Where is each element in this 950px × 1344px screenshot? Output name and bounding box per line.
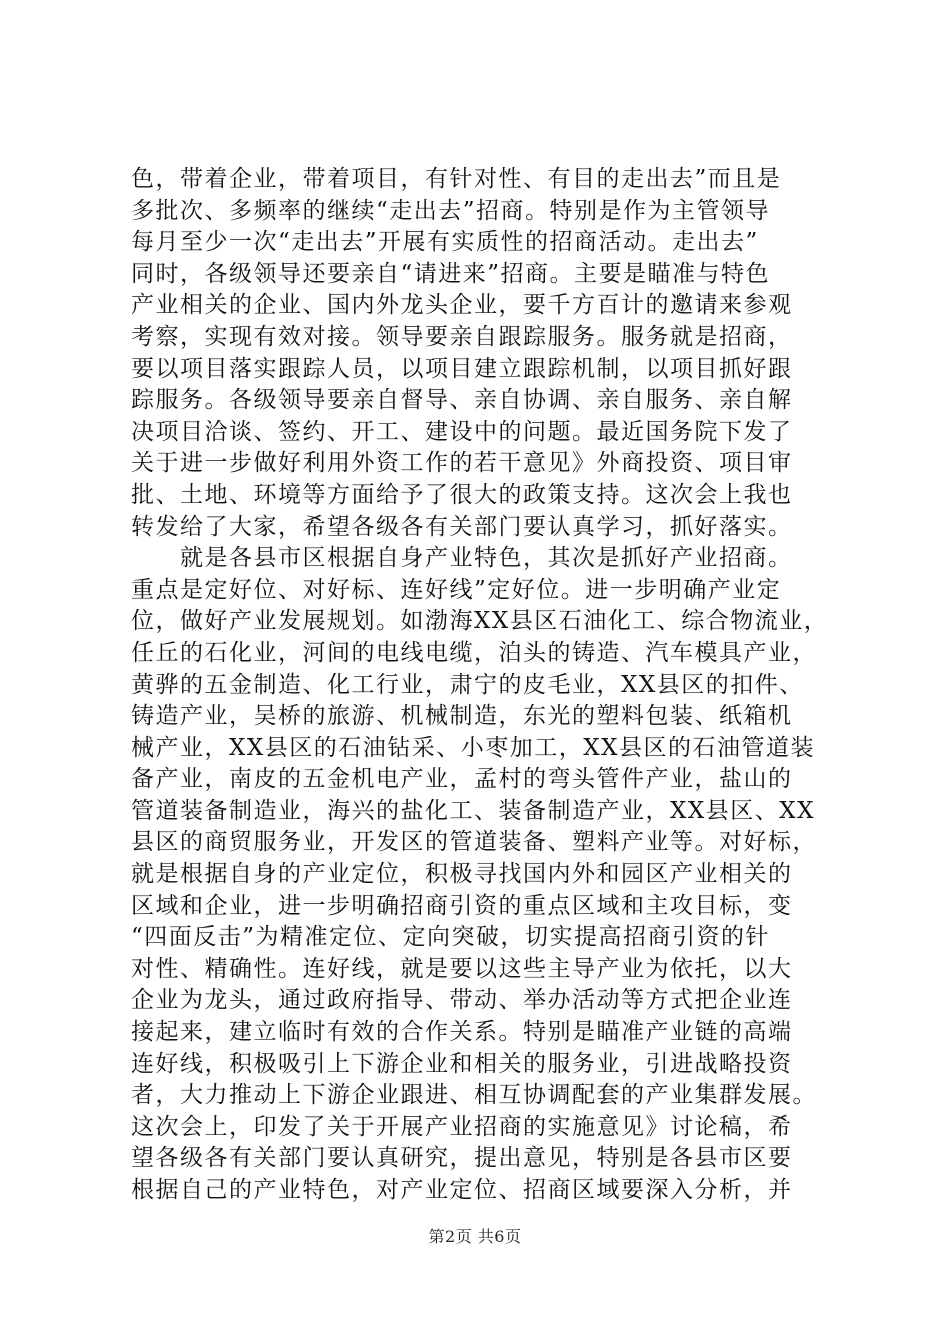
text-line: 接起来，建立临时有效的合作关系。特别是瞄准产业链的高端 [131,1019,793,1046]
text-line: “四面反击”为精准定位、定向突破，切实提高招商引资的针 [131,924,771,951]
text-line: 踪服务。各级领导要亲自督导、亲自协调、亲自服务、亲自解 [131,387,793,414]
text-line: 转发给了大家，希望各级各有关部门要认真学习，抓好落实。 [131,513,793,540]
page-footer: 第2页 共6页 [428,1227,522,1246]
text-line: 就是各县市区根据自身产业特色，其次是抓好产业招商。 [131,545,793,572]
text-line: 同时，各级领导还要亲自“请进来”招商。主要是瞄准与特色 [131,260,771,287]
text-line: 重点是定好位、对好标、连好线”定好位。进一步明确产业定 [131,576,782,603]
text-line: 多批次、多频率的继续“走出去”招商。特别是作为主管领导 [131,197,771,224]
text-line: 区域和企业，进一步明确招商引资的重点区域和主攻目标，变 [131,892,793,919]
text-line: 根据自己的产业特色，对产业定位、招商区域要深入分析，并 [131,1177,793,1203]
text-line: 批、土地、环境等方面给予了很大的政策支持。这次会上我也 [131,481,793,508]
text-line: 械产业，XX县区的石油钻采、小枣加工，XX县区的石油管道装 [131,734,815,761]
text-line: 备产业，南皮的五金机电产业，孟村的弯头管件产业，盐山的 [131,766,793,793]
text-line: 管道装备制造业，海兴的盐化工、装备制造产业，XX县区、XX [131,797,815,824]
text-line: 决项目洽谈、签约、开工、建设中的问题。最近国务院下发了 [131,418,793,445]
text-line: 望各级各有关部门要认真研究，提出意见，特别是各县市区要 [131,1145,793,1172]
text-line: 对性、精确性。连好线，就是要以这些主导产业为依托，以大 [131,955,793,982]
text-line: 者，大力推动上下游企业跟进、相互协调配套的产业集群发展。 [131,1082,817,1109]
text-line: 连好线，积极吸引上下游企业和相关的服务业，引进战略投资 [131,1050,793,1077]
body-text [131,164,831,1207]
text-line: 每月至少一次“走出去”开展有实质性的招商活动。走出去” [131,229,759,256]
text-line: 位，做好产业发展规划。如渤海XX县区石油化工、综合物流业， [131,608,829,635]
text-line: 县区的商贸服务业，开发区的管道装备、塑料产业等。对好标， [131,829,817,856]
text-line: 企业为龙头，通过政府指导、带动、举办活动等方式把企业连 [131,987,793,1014]
text-line: 铸造产业，吴桥的旅游、机械制造，东光的塑料包装、纸箱机 [131,703,793,730]
text-line: 色，带着企业，带着项目，有针对性、有目的走出去”而且是 [131,166,782,192]
text-line: 任丘的石化业，河间的电线电缆，泊头的铸造、汽车模具产业， [131,639,817,666]
text-line: 就是根据自身的产业定位，积极寻找国内外和园区产业相关的 [131,861,793,888]
text-line: 产业相关的企业、国内外龙头企业，要千方百计的邀请来参观 [131,292,793,319]
text-line: 黄骅的五金制造、化工行业，肃宁的皮毛业，XX县区的扣件、 [131,671,804,698]
text-line: 要以项目落实跟踪人员，以项目建立跟踪机制，以项目抓好跟 [131,355,793,382]
text-line: 关于进一步做好利用外资工作的若干意见》外商投资、项目审 [131,450,793,477]
text-line: 这次会上，印发了关于开展产业招商的实施意见》讨论稿，希 [131,1113,793,1140]
text-line: 考察，实现有效对接。领导要亲自跟踪服务。服务就是招商， [131,323,793,350]
